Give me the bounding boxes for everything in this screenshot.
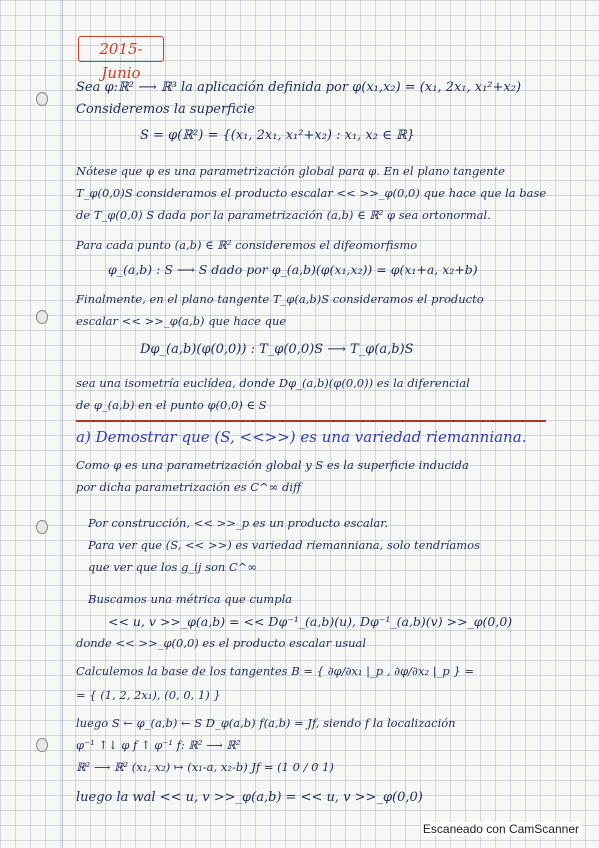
diagram-line: ℝ² ⟶ ℝ² (x₁, x₂) ↦ (x₁-a, x₂-b) Jf = (1 0 / 0 1): [76, 760, 334, 774]
text-line: Por construcción, << >>_p es un producto escalar.: [88, 516, 389, 530]
formula-line: << u, v >>_φ(a,b) = << Dφ⁻¹_(a,b)(u), Dφ⁻¹_(a,b)(v) >>_φ(0,0): [108, 614, 513, 629]
diagram-line: luego S ← φ_(a,b) ← S D_φ(a,b) f(a,b) = Jf, siendo f la localización: [76, 716, 456, 730]
text-line: Para cada punto (a,b) ∈ ℝ² consideremos el difeomorfismo: [76, 238, 418, 252]
text-line: Buscamos una métrica que cumpla: [88, 592, 293, 606]
text-line: T_φ(0,0)S consideramos el producto escalar << >>_φ(0,0) que hace que la base: [76, 186, 547, 200]
section-underline: [76, 420, 546, 422]
formula-line: S = φ(ℝ²) = {(x₁, 2x₁, x₁²+x₂) : x₁, x₂ ∈ ℝ}: [140, 128, 415, 143]
text-line: Como φ es una parametrización global y S es la superficie inducida: [76, 458, 469, 472]
page-title: 2015- Junio: [78, 36, 164, 62]
text-line: que ver que los g_ij son C^∞: [88, 560, 257, 574]
formula-line: φ_(a,b) : S ⟶ S dado por φ_(a,b)(φ(x₁,x₂)) = φ(x₁+a, x₂+b): [108, 262, 478, 277]
formula-line: Dφ_(a,b)(φ(0,0)) : T_φ(0,0)S ⟶ T_φ(a,b)S: [140, 342, 414, 357]
text-line: de T_φ(0,0) S dada por la parametrización (a,b) ∈ ℝ² φ sea ortonormal.: [76, 208, 491, 222]
text-line: Consideremos la superficie: [76, 102, 255, 117]
text-line: Nótese que φ es una parametrización global para φ. En el plano tangente: [76, 164, 505, 178]
text-line: luego la wal << u, v >>_φ(a,b) = << u, v >>_φ(0,0): [76, 790, 423, 805]
text-line: de φ_(a,b) en el punto φ(0,0) ∈ S: [76, 398, 267, 412]
binder-hole: [36, 520, 48, 534]
exercise-heading: a) Demostrar que (S, <<>>) es una variedad riemanniana.: [76, 428, 527, 446]
text-line: donde << >>_φ(0,0) es el producto escalar usual: [76, 636, 367, 650]
scanner-watermark: Escaneado con CamScanner: [422, 822, 579, 836]
binder-hole: [36, 92, 48, 106]
text-line: Calculemos la base de los tangentes B = { ∂φ/∂x₁ |_p , ∂φ/∂x₂ |_p } =: [76, 664, 474, 678]
text-line: Sea φ:ℝ² ⟶ ℝ³ la aplicación definida por φ(x₁,x₂) = (x₁, 2x₁, x₁²+x₂): [76, 80, 522, 95]
text-line: sea una isometría euclídea, donde Dφ_(a,b)(φ(0,0)) es la diferencial: [76, 376, 470, 390]
text-line: escalar << >>_φ(a,b) que hace que: [76, 314, 287, 328]
binder-hole: [36, 310, 48, 324]
margin-line: [62, 0, 63, 848]
formula-line: = { (1, 2, 2x₁), (0, 0, 1) }: [76, 688, 221, 702]
text-line: Para ver que (S, << >>) es variedad riemanniana, solo tendríamos: [88, 538, 481, 552]
text-line: Finalmente, en el plano tangente T_φ(a,b)S consideramos el producto: [76, 292, 484, 306]
diagram-line: φ⁻¹ ↑↓ φ f ↑ φ⁻¹ f: ℝ² ⟶ ℝ²: [76, 738, 241, 752]
binder-hole: [36, 738, 48, 752]
text-line: por dicha parametrización es C^∞ diff: [76, 480, 302, 494]
